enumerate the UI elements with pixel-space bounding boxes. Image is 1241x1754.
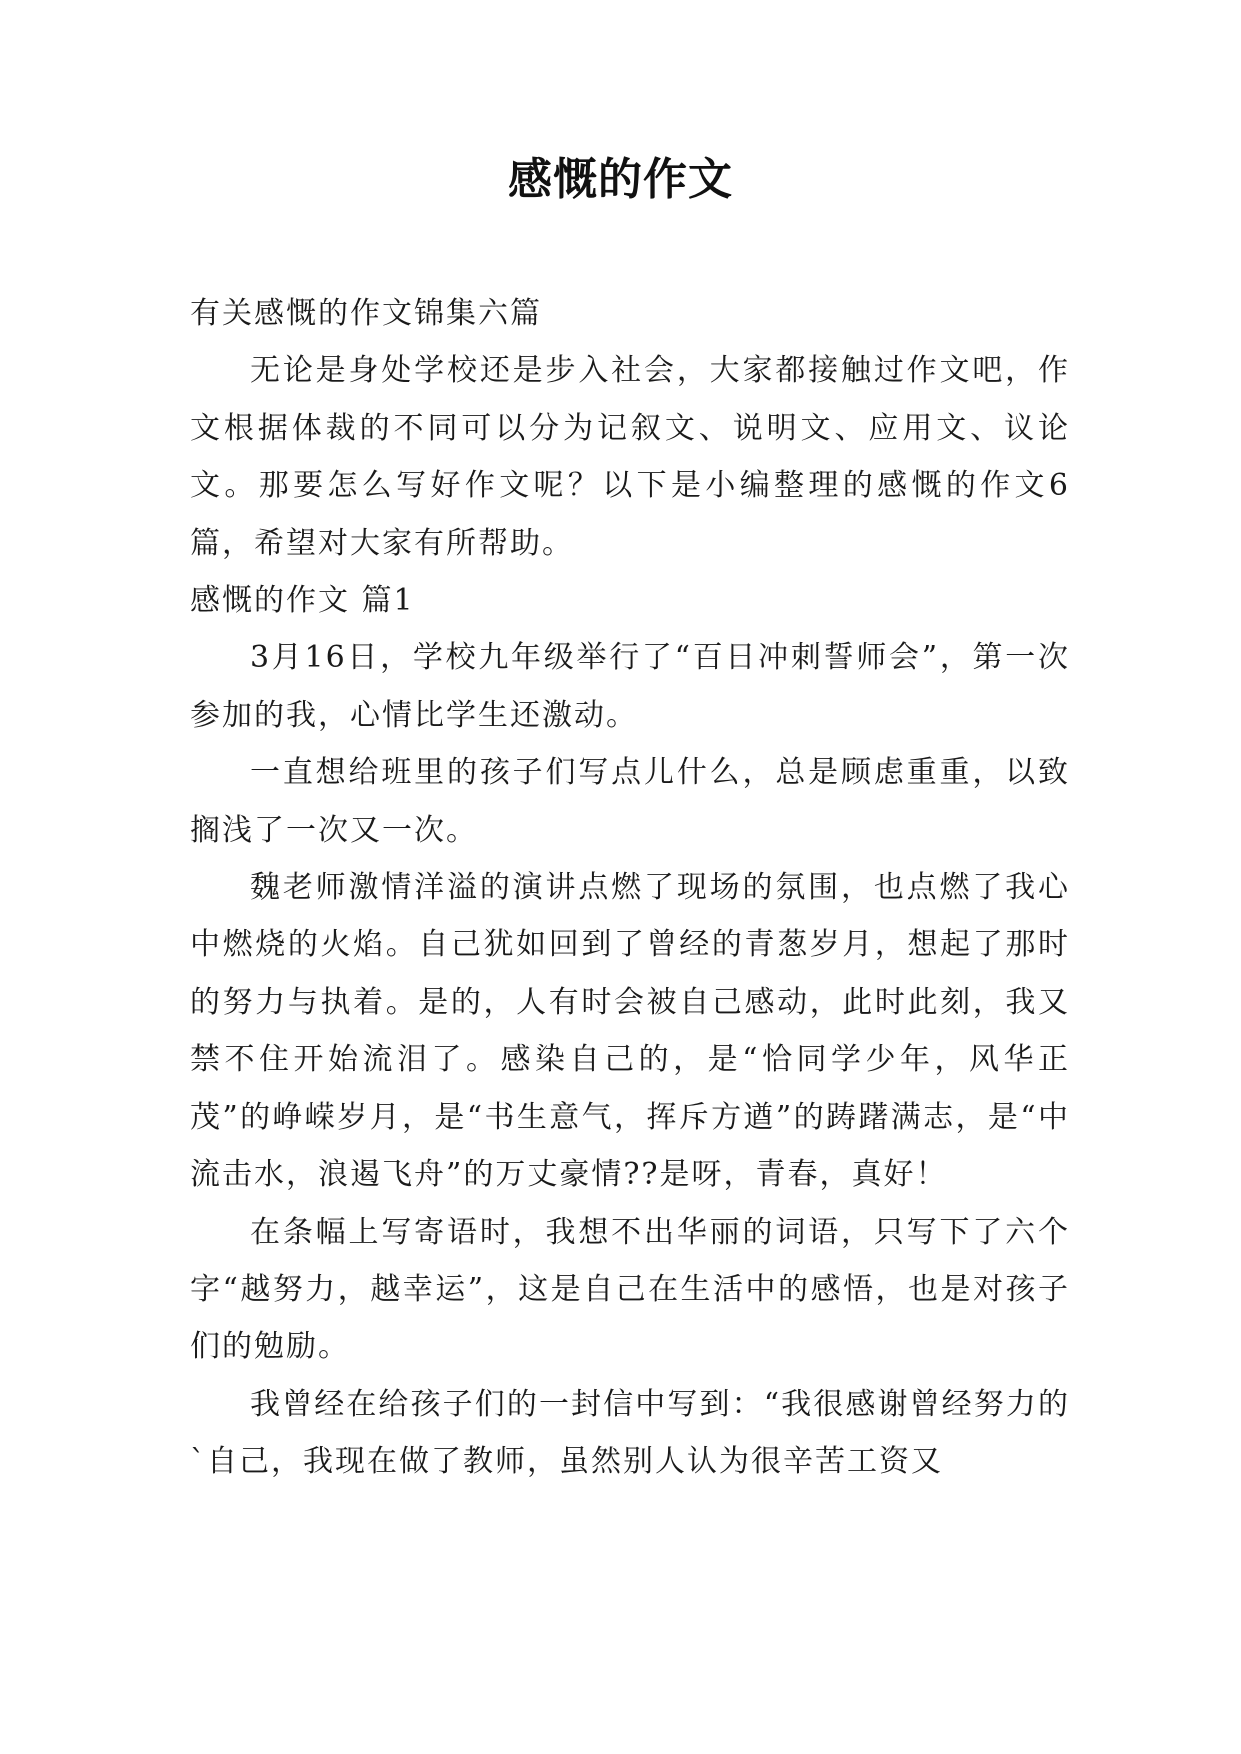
body-paragraph: 在条幅上写寄语时，我想不出华丽的词语，只写下了六个字“越努力，越幸运”，这是自己在生活中的感悟，也是对孩子们的勉励。 [190,1214,1070,1365]
body-paragraph: 我曾经在给孩子们的一封信中写到：“我很感谢曾经努力的`自己，我现在做了教师，虽然别人认为很辛苦工资又 [190,1386,1070,1480]
intro-paragraph: 无论是身处学校还是步入社会，大家都接触过作文吧，作文根据体裁的不同可以分为记叙文、说明文、应用文、议论文。那要怎么写好作文呢？以下是小编整理的感慨的作文6篇，希望对大家有所帮助。 [190,353,1070,561]
body-paragraph: 一直想给班里的孩子们写点儿什么，总是顾虑重重，以致搁浅了一次又一次。 [190,755,1070,848]
document-body [190,285,1070,1491]
document-title: 感慨的作文 [508,154,733,205]
section-heading: 感慨的作文 篇1 [190,583,415,619]
body-paragraph: 魏老师激情洋溢的演讲点燃了现场的氛围，也点燃了我心中燃烧的火焰。自己犹如回到了曾经的青葱岁月，想起了那时的努力与执着。是的，人有时会被自己感动，此时此刻，我又禁不住开始流泪了。感染自己的，是“恰同学少年，风华正茂”的峥嵘岁月，是“书生意气，挥斥方遒”的踌躇满志，是“中流击水，浪遏飞舟”的万丈豪情??是呀，青春，真好！ [190,870,1070,1193]
body-paragraph: 3月16日，学校九年级举行了“百日冲刺誓师会”，第一次参加的我，心情比学生还激动。 [190,640,1070,733]
document-subtitle: 有关感慨的作文锦集六篇 [190,296,542,331]
